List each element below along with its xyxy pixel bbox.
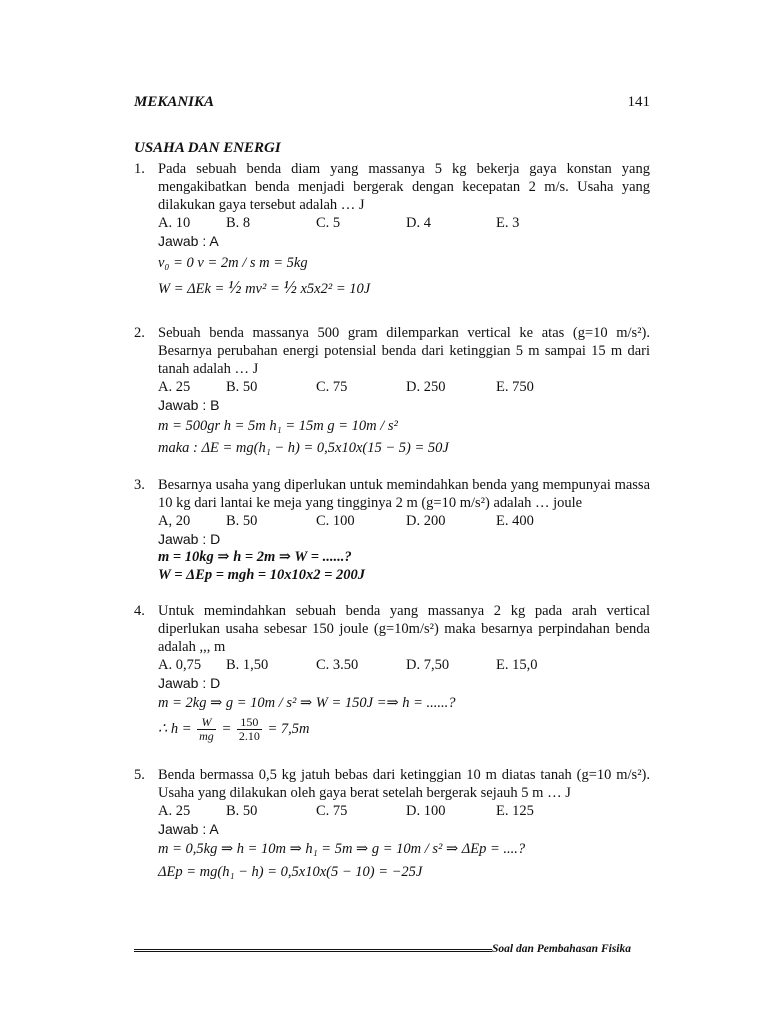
solution-line: m = 10kg ⇒ h = 2m ⇒ W = ......? bbox=[158, 549, 352, 565]
footer-rule bbox=[134, 949, 492, 952]
footer-text: Soal dan Pembahasan Fisika bbox=[492, 943, 631, 955]
option-e: E. 15,0 bbox=[496, 657, 538, 673]
problem-1 bbox=[134, 160, 650, 302]
option-e: E. 750 bbox=[496, 379, 534, 395]
section-title: USAHA DAN ENERGI bbox=[134, 140, 281, 156]
option-b: B. 1,50 bbox=[226, 657, 269, 673]
solution-line: ΔEp = mg(h₁ − h) = 0,5x10x(5 − 10) = −25J bbox=[158, 864, 423, 880]
problem-number: 1. bbox=[134, 161, 145, 177]
option-d: D. 250 bbox=[406, 379, 446, 395]
problem-number: 5. bbox=[134, 767, 145, 783]
solution-line: W = ΔEk = ½ mv² = ½ x5x2² = 10J bbox=[158, 277, 371, 297]
answer-options bbox=[158, 214, 650, 232]
answer-key: Jawab : D bbox=[158, 531, 221, 547]
option-d: D. 100 bbox=[406, 803, 446, 819]
option-c: C. 100 bbox=[316, 513, 355, 529]
page-number: 141 bbox=[627, 94, 650, 110]
option-e: E. 3 bbox=[496, 215, 520, 231]
option-a: A. 10 bbox=[158, 215, 191, 231]
solution-line: v₀ = 0 v = 2m / s m = 5kg bbox=[158, 255, 308, 271]
option-e: E. 400 bbox=[496, 513, 534, 529]
chapter-title: MEKANIKA bbox=[134, 94, 215, 110]
solution-line: m = 2kg ⇒ g = 10m / s² ⇒ W = 150J =⇒ h = ......? bbox=[158, 695, 456, 711]
option-e: E. 125 bbox=[496, 803, 534, 819]
problem-3 bbox=[134, 476, 650, 584]
solution-line: maka : ΔE = mg(h₁ − h) = 0,5x10x(15 − 5) = 50J bbox=[158, 440, 449, 456]
answer-options bbox=[158, 656, 650, 674]
solution-line: ∴ h = $\frac{W}{mg}$ = $\frac{150}{2.10}$ = 7,5m bbox=[158, 715, 310, 743]
option-a: A. 25 bbox=[158, 803, 191, 819]
solution-line: m = 500gr h = 5m h₁ = 15m g = 10m / s² bbox=[158, 418, 398, 434]
problem-number: 3. bbox=[134, 477, 145, 493]
answer-options bbox=[158, 802, 650, 820]
answer-options bbox=[158, 512, 650, 530]
answer-key: Jawab : D bbox=[158, 675, 221, 691]
problem-question: Untuk memindahkan sebuah benda yang massanya 2 kg pada arah vertical diperlukan usaha sebesar 150 joule (g=10m/s²) maka besarnya perpindahan benda adalah ,,, m bbox=[158, 603, 650, 655]
problem-question: Besarnya usaha yang diperlukan untuk memindahkan benda yang mempunyai massa 10 kg dari lantai ke meja yang tingginya 2 m (g=10 m/s²) adalah … joule bbox=[158, 477, 650, 511]
problem-2 bbox=[134, 324, 650, 457]
option-a: A, 20 bbox=[158, 513, 191, 529]
option-d: D. 7,50 bbox=[406, 657, 450, 673]
problem-question: Benda bermassa 0,5 kg jatuh bebas dari ketinggian 10 m diatas tanah (g=10 m/s²). Usaha yang dilakukan oleh gaya berat setelah bergerak sejauh 5 m … J bbox=[158, 767, 650, 801]
option-b: B. 50 bbox=[226, 513, 258, 529]
option-c: C. 75 bbox=[316, 379, 348, 395]
option-b: B. 50 bbox=[226, 803, 258, 819]
answer-key: Jawab : A bbox=[158, 233, 219, 249]
option-d: D. 200 bbox=[406, 513, 446, 529]
problem-question: Pada sebuah benda diam yang massanya 5 kg bekerja gaya konstan yang mengakibatkan benda menjadi bergerak dengan kecepatan 2 m/s. Usaha yang dilakukan gaya tersebut adalah … J bbox=[158, 161, 650, 213]
answer-key: Jawab : A bbox=[158, 821, 219, 837]
option-a: A. 25 bbox=[158, 379, 191, 395]
problem-4 bbox=[134, 602, 650, 743]
option-c: C. 5 bbox=[316, 215, 341, 231]
problem-5 bbox=[134, 766, 650, 881]
option-a: A. 0,75 bbox=[158, 657, 202, 673]
option-c: C. 75 bbox=[316, 803, 348, 819]
option-b: B. 8 bbox=[226, 215, 251, 231]
option-b: B. 50 bbox=[226, 379, 258, 395]
problem-number: 2. bbox=[134, 325, 145, 341]
option-d: D. 4 bbox=[406, 215, 431, 231]
problem-question: Sebuah benda massanya 500 gram dilemparkan vertical ke atas (g=10 m/s²). Besarnya perubahan energi potensial benda dari ketinggian 5 m sampai 15 m dari tanah adalah … J bbox=[158, 325, 650, 377]
option-c: C. 3.50 bbox=[316, 657, 359, 673]
solution-line: W = ΔEp = mgh = 10x10x2 = 200J bbox=[158, 567, 366, 583]
answer-key: Jawab : B bbox=[158, 397, 220, 413]
solution-line: m = 0,5kg ⇒ h = 10m ⇒ h₁ = 5m ⇒ g = 10m / s² ⇒ ΔEp = ....? bbox=[158, 841, 526, 857]
problem-number: 4. bbox=[134, 603, 145, 619]
answer-options bbox=[158, 378, 650, 396]
